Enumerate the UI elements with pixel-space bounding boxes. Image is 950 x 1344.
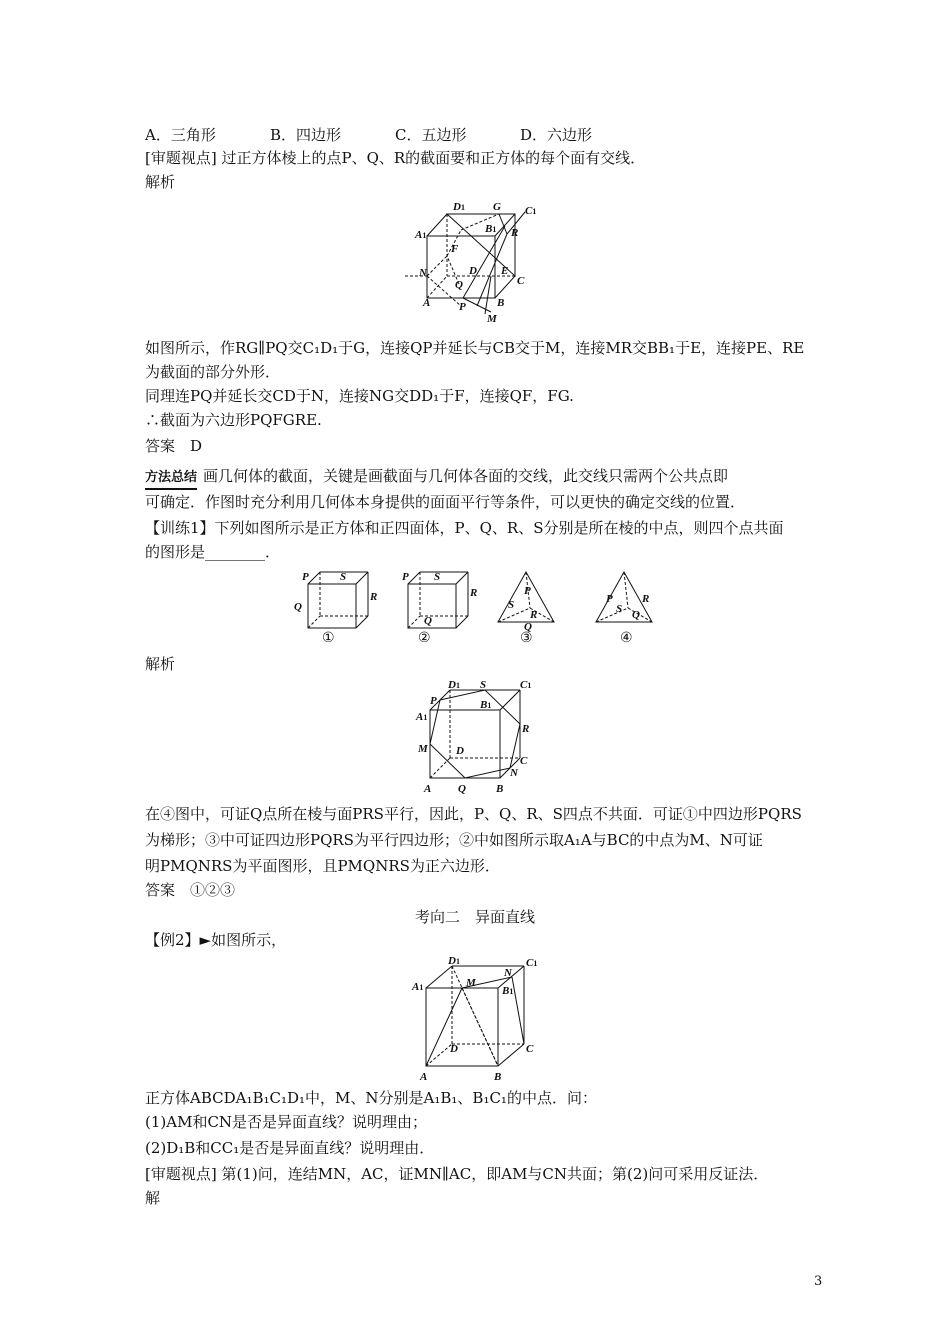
figure-cube-skew-lines — [408, 956, 548, 1084]
svg-text:P: P — [430, 695, 437, 707]
svg-text:A: A — [420, 1071, 428, 1083]
svg-text:N: N — [510, 767, 518, 779]
svg-text:M: M — [418, 743, 428, 755]
figure-cube-hexagon — [410, 680, 550, 798]
svg-text:P: P — [302, 571, 309, 583]
svg-text:P: P — [402, 571, 409, 583]
example-2: 【例2】►如图所示， — [145, 931, 287, 949]
svg-text:S: S — [616, 603, 623, 615]
figure-number-3: ③ — [520, 630, 533, 646]
figure-cube-section — [405, 196, 565, 326]
option-d: D．六边形 — [520, 126, 593, 144]
svg-text:S: S — [480, 680, 487, 691]
svg-text:C1: C1 — [526, 957, 538, 969]
question-1: (1)AM和CN是否是异面直线？说明理由； — [145, 1113, 428, 1131]
svg-text:A1: A1 — [415, 229, 427, 241]
svg-text:C: C — [520, 755, 528, 767]
svg-text:Q: Q — [458, 783, 466, 795]
svg-text:R: R — [642, 593, 650, 605]
figure-small-1 — [290, 568, 380, 634]
method-summary-text-a: 画几何体的截面，关键是画截面与几何体各面的交线，此交线只需两个公共点即 — [203, 467, 729, 485]
svg-text:Q: Q — [524, 621, 532, 633]
svg-text:B: B — [496, 783, 504, 795]
option-b: B．四边形 — [270, 126, 342, 144]
review-viewpoint-1: [审题视点] 过正方体棱上的点P、Q、R的截面要和正方体的每个面有交线． — [145, 149, 646, 167]
figure-number-1: ① — [322, 630, 335, 646]
svg-text:D: D — [450, 1043, 458, 1055]
svg-text:R: R — [470, 587, 478, 599]
svg-text:M: M — [466, 977, 476, 989]
answer-2: 答案 ①②③ — [145, 881, 236, 899]
svg-text:D1: D1 — [453, 201, 465, 213]
method-summary-a — [145, 466, 728, 490]
training-1a: 【训练1】下列如图所示是正方体和正四面体，P、Q、R、S分别是所在棱的中点，则四个点共面 — [145, 519, 784, 537]
analysis-label-2: 解析 — [145, 655, 176, 673]
svg-text:Q: Q — [424, 615, 432, 627]
figure-number-4: ④ — [620, 630, 633, 646]
svg-text:C: C — [526, 1043, 534, 1055]
solution-label: 解 — [145, 1189, 161, 1207]
svg-text:S: S — [508, 599, 515, 611]
method-summary-b: 可确定．作图时充分利用几何体本身提供的面面平行等条件，可以更快的确定交线的位置． — [145, 493, 746, 511]
figure-small-3 — [494, 568, 558, 634]
svg-text:S: S — [434, 571, 441, 583]
training-1b: 的图形是________． — [145, 543, 281, 561]
paragraph-6: 正方体ABCDA₁B₁C₁D₁中，M、N分别是A₁B₁、B₁C₁的中点．问： — [145, 1089, 597, 1107]
analysis-label-1: 解析 — [145, 173, 176, 191]
option-a: A．三角形 — [145, 126, 216, 144]
svg-text:D: D — [469, 265, 477, 277]
svg-text:P: P — [524, 585, 531, 597]
figure-small-4 — [592, 568, 658, 634]
svg-text:D1: D1 — [448, 680, 460, 691]
svg-text:P: P — [459, 301, 466, 313]
question-2: (2)D₁B和CC₁是否是异面直线？说明理由． — [145, 1139, 435, 1157]
svg-text:Q: Q — [632, 609, 640, 621]
svg-text:B: B — [497, 297, 505, 309]
svg-text:C1: C1 — [525, 205, 537, 217]
svg-text:R: R — [522, 723, 530, 735]
paragraph-2b: 为截面的部分外形． — [145, 363, 281, 381]
svg-text:Q: Q — [294, 601, 302, 613]
svg-text:R: R — [511, 227, 519, 239]
svg-text:N: N — [504, 967, 512, 979]
svg-text:G: G — [493, 201, 501, 213]
svg-text:F: F — [451, 243, 459, 255]
section-heading: 考向二 异面直线 — [414, 908, 535, 926]
page-number: 3 — [814, 1274, 823, 1289]
answer-1: 答案 D — [145, 437, 203, 455]
paragraph-3: 同理连PQ并延长交CD于N，连接NG交DD₁于F，连接QF，FG. — [145, 387, 574, 405]
svg-text:D1: D1 — [448, 956, 460, 967]
svg-text:C: C — [517, 275, 525, 287]
svg-text:Q: Q — [455, 279, 463, 291]
svg-text:A1: A1 — [412, 981, 424, 993]
svg-text:M: M — [487, 313, 497, 325]
svg-text:A1: A1 — [416, 711, 428, 723]
svg-text:N: N — [419, 267, 427, 279]
svg-text:A: A — [424, 783, 432, 795]
paragraph-5c: 明PMQNRS为平面图形，且PMQNRS为正六边形． — [145, 857, 500, 875]
figure-small-2 — [390, 568, 480, 634]
svg-text:B1: B1 — [502, 985, 514, 997]
paragraph-5b: 为梯形；③中可证四边形PQRS为平行四边形；②中如图所示取A₁A与BC的中点为M、N可证 — [145, 831, 763, 849]
figure-number-2: ② — [418, 630, 431, 646]
svg-text:E: E — [501, 265, 509, 277]
paragraph-5a: 在④图中，可证Q点所在棱与面PRS平行，因此，P、Q、R、S四点不共面．可证①中四边形PQRS — [145, 805, 802, 823]
svg-text:B: B — [494, 1071, 502, 1083]
svg-text:B1: B1 — [480, 699, 492, 711]
svg-text:R: R — [370, 591, 378, 603]
method-summary-badge: 方法总结 — [145, 468, 197, 490]
paragraph-2a: 如图所示，作RG∥PQ交C₁D₁于G，连接QP并延长与CB交于M，连接MR交BB₁于E，连接PE、RE — [145, 339, 805, 357]
paragraph-4: ∴截面为六边形PQFGRE. — [145, 411, 322, 429]
svg-text:R: R — [530, 609, 538, 621]
svg-text:D: D — [456, 745, 464, 757]
svg-text:B1: B1 — [485, 223, 497, 235]
review-viewpoint-2: [审题视点] 第(1)问，连结MN，AC，证MN∥AC，即AM与CN共面；第(2)问可采用反证法． — [145, 1165, 769, 1183]
svg-text:S: S — [340, 571, 347, 583]
option-c: C．五边形 — [395, 126, 467, 144]
svg-text:P: P — [606, 593, 613, 605]
svg-text:A: A — [423, 297, 431, 309]
svg-text:C1: C1 — [520, 680, 532, 691]
